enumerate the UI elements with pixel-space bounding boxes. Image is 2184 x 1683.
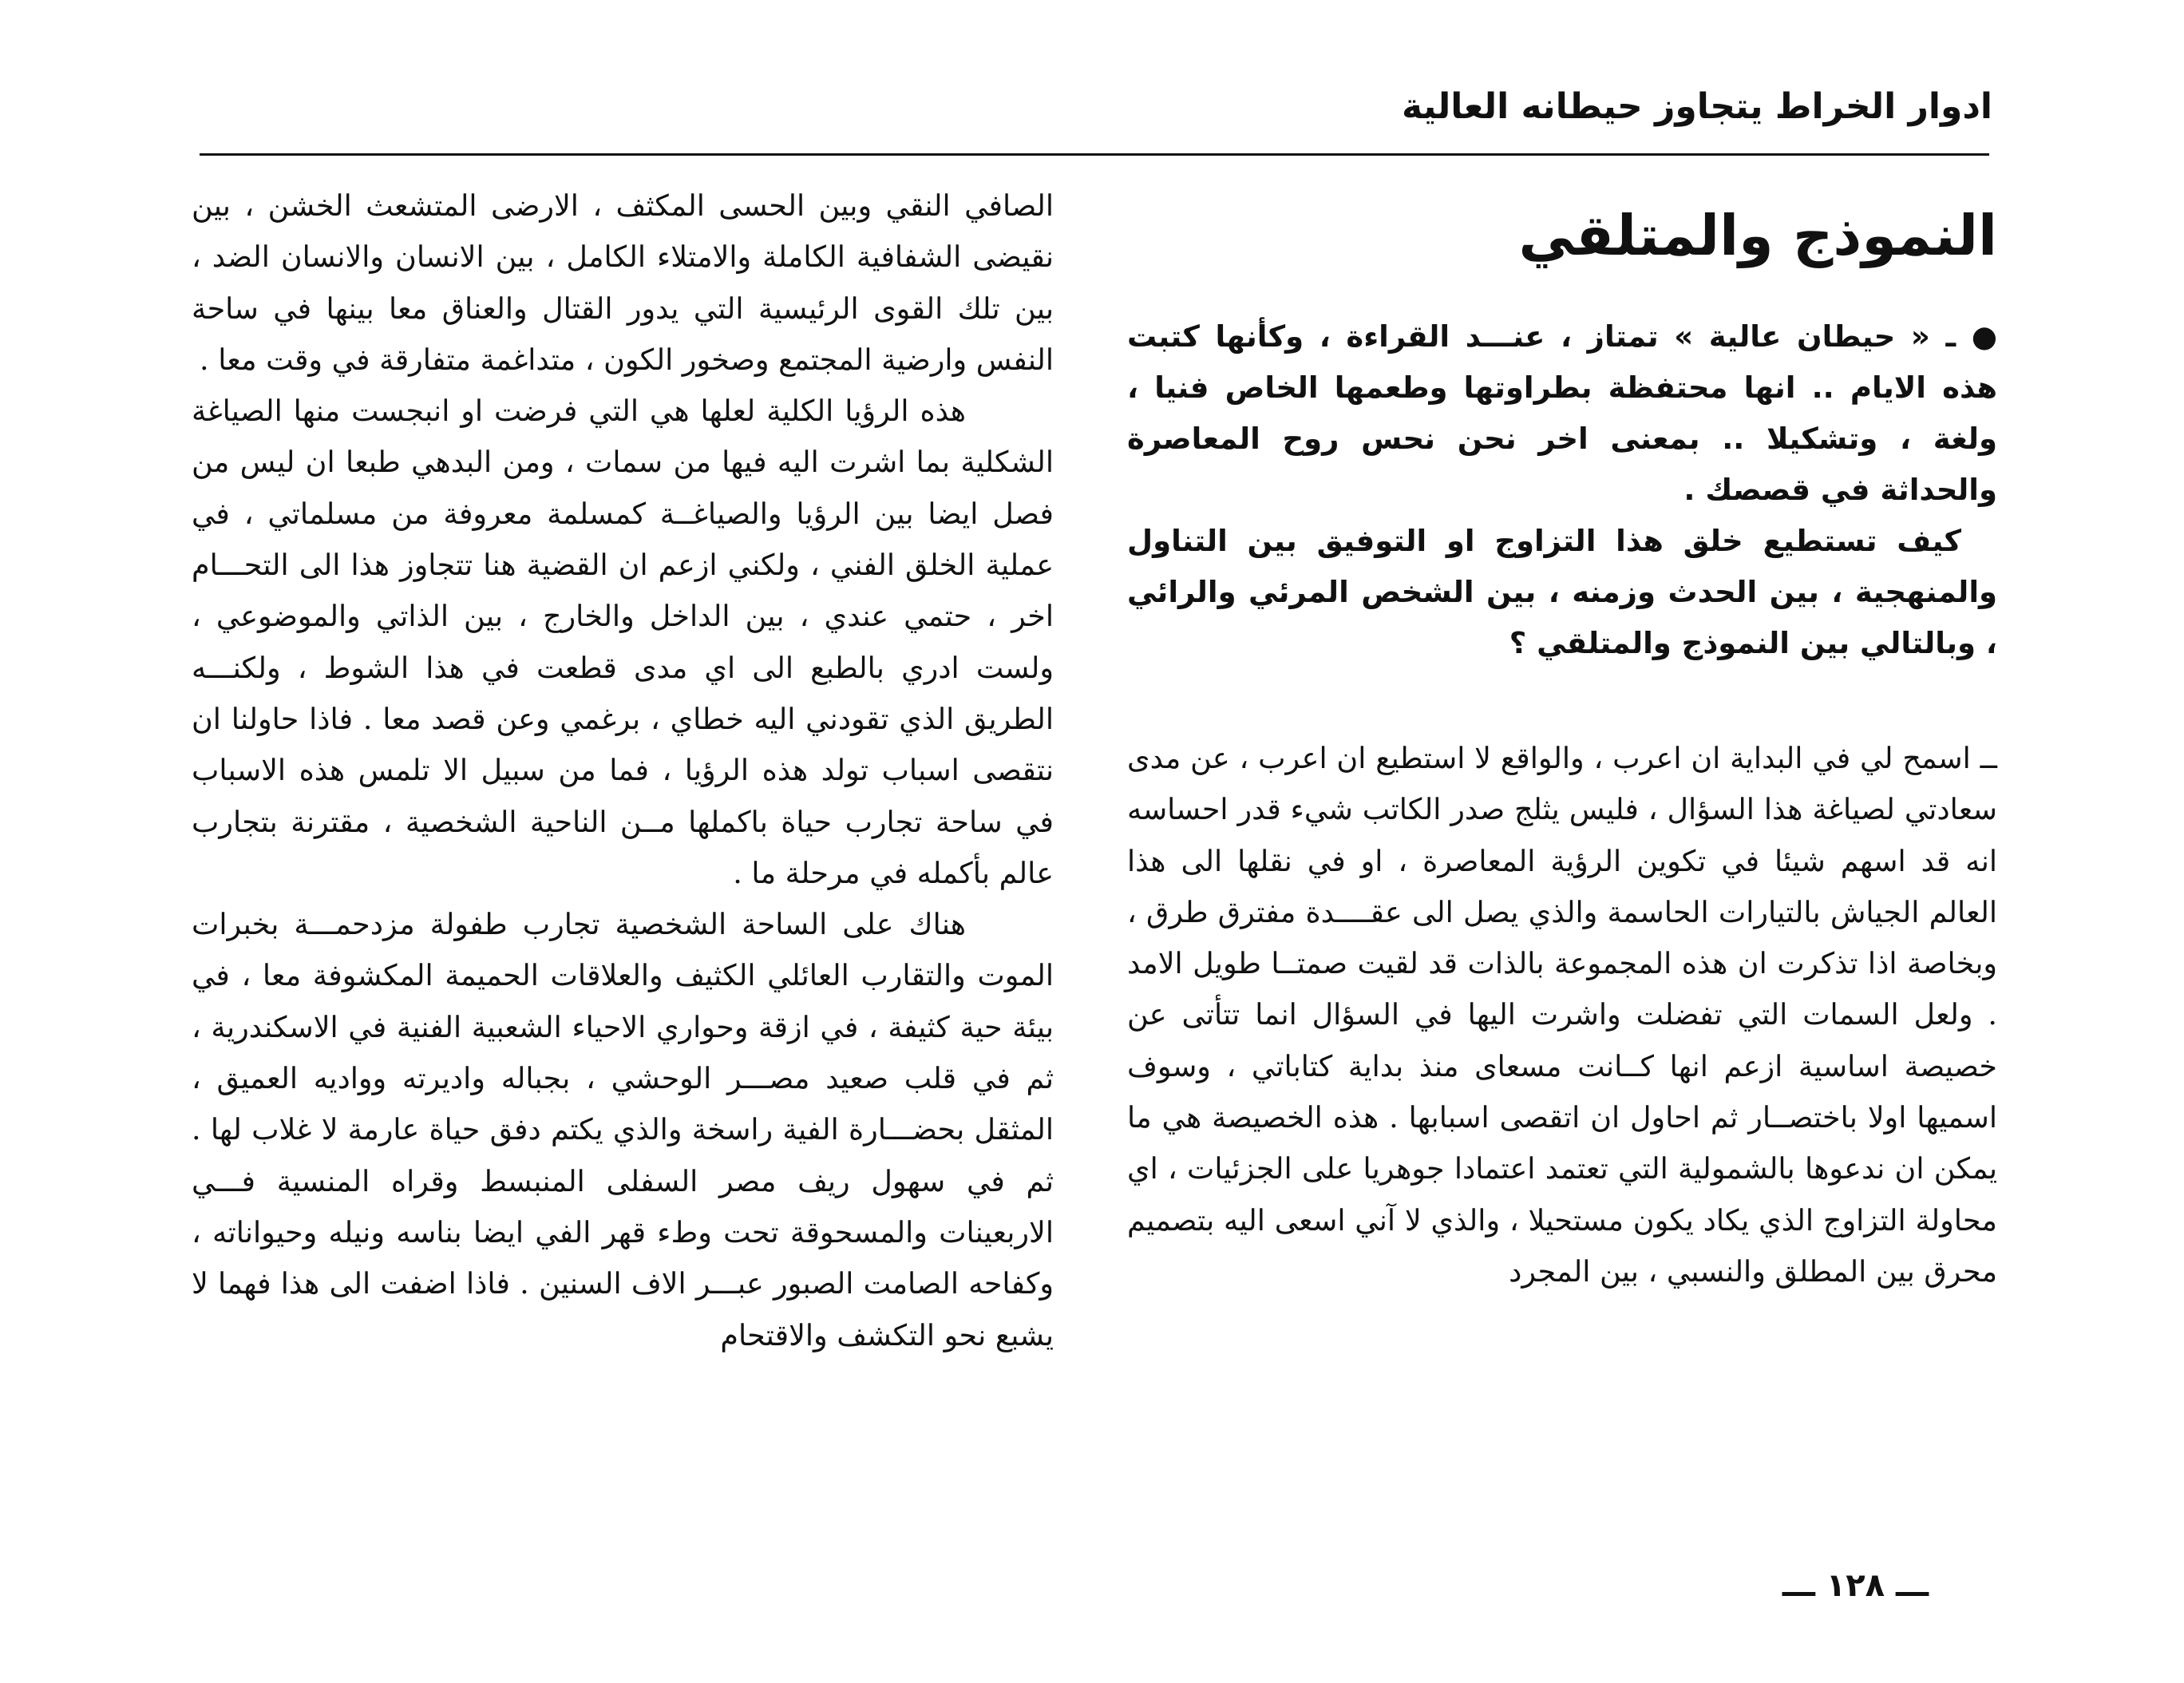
interview-question xyxy=(1127,311,1997,669)
header-rule xyxy=(200,153,1989,156)
question-paragraph: كيف تستطيع خلق هذا التزاوج او التوفيق بين التناول والمنهجية ، بين الحدث وزمنه ، بين الشخص المرئي والرائي ، وبالتالي بين النموذج والمتلقي ؟ xyxy=(1127,524,1997,660)
body-paragraph: هناك على الساحة الشخصية تجارب طفولة مزدحمـــة بخبرات الموت والتقارب العائلي الكثيف والعلاقات الحميمة المكشوفة معا ، في بيئة حية كثيفة ، في ازقة وحواري الاحياء الشعبية الفنية في الاسكندرية ، ثم في قلب صعيد مصـــر الوحشي ، بجباله واديرته وواديه العميق ، المثقل بحضـــارة الفية راسخة والذي يكتم دفق حياة عارمة لا غلاب لها . ثم في سهول ريف مصر السفلى المنبسط وقراه المنسية فـــي الاربعينات والمسحوقة تحت وطء قهر الفي ايضا بناسه ونيله وحيواناته ، وكفاحه الصامت الصبور عبـــر الاف السنين . فاذا اضفت الى هذا فهما لا يشبع نحو التكشف والاقتحام xyxy=(192,907,1054,1352)
answer-paragraph: ــ اسمح لي في البداية ان اعرب ، والواقع لا استطيع ان اعرب ، عن مدى سعادتي لصياغة هذا السؤال ، فليس يثلج صدر الكاتب شيء قدر احساسه انه قد اسهم شيئا في تكوين الرؤية المعاصرة ، او في نقلها الى هذا العالم الجياش بالتيارات الحاسمة والذي يصل الى عقــــدة مفترق طرق ، وبخاصة اذا تذكرت ان هذه المجموعة بالذات قد لقيت صمتــا طويل الامد . ولعل السمات التي تفضلت واشرت اليها في السؤال انما تتأتى عن خصيصة اساسية ازعم انها كــانت مسعاى منذ بداية كتاباتي ، وسوف اسميها اولا باختصــار ثم احاول ان اتقصى اسبابها . هذه الخصيصة هي ما يمكن ان ندعوها بالشمولية التي تعتمد اعتمادا جوهريا على الجزئيات ، اي محاولة التزاوج الذي يكاد يكون مستحيلا ، والذي لا آني اسعى اليه بتصميم محرق بين المطلق والنسبي ، بين المجرد xyxy=(1127,741,1997,1289)
right-column xyxy=(1127,200,1997,1297)
interview-answer xyxy=(1127,733,1997,1297)
body-paragraph: الصافي النقي وبين الحسى المكثف ، الارضى المتشعث الخشن ، بين نقيضى الشفافية الكاملة والامتلاء الكامل ، بين الانسان والانسان الضد ، بين تلك القوى الرئيسية التي يدور القتال والعناق معا بينها في ساحة النفس وارضية المجتمع وصخور الكون ، متداغمة متفارقة في وقت معا . xyxy=(192,188,1054,377)
question-paragraph: ● ـ « حيطان عالية » تمتاز ، عنـــد القراءة ، وكأنها كتبت هذه الايام .. انها محتفظة بطراوتها وطعمها الخاص فنيا ، ولغة ، وتشكيلا .. بمعنى اخر نحن نحس روح المعاصرة والحداثة في قصصك . xyxy=(1127,319,1997,507)
page-number: ـــ ١٢٨ ـــ xyxy=(1782,1567,1929,1604)
section-title: النموذج والمتلقي xyxy=(1518,203,1997,268)
body-paragraph: هذه الرؤيا الكلية لعلها هي التي فرضت او انبجست منها الصياغة الشكلية بما اشرت اليه فيها من سمات ، ومن البدهي طبعا ان ليس من فصل ايضا بين الرؤيا والصياغــة كمسلمة معروفة من مسلماتي ، في عملية الخلق الفني ، ولكني ازعم ان القضية هنا تتجاوز هذا الى التحـــام اخر ، حتمي عندي ، بين الداخل والخارج ، بين الذاتي والموضوعي ، ولست ادري بالطبع الى اي مدى قطعت في هذا الشوط ، ولكنـــه الطريق الذي تقودني اليه خطاي ، برغمي وعن قصد معا . فاذا حاولنا ان نتقصى اسباب تولد هذه الرؤيا ، فما من سبيل الا تلمس هذه الاسباب في ساحة تجارب حياة باكملها مــن الناحية الشخصية ، مقترنة بتجارب عالم بأكمله في مرحلة ما . xyxy=(192,394,1054,890)
left-column xyxy=(192,180,1054,1361)
running-header: ادوار الخراط يتجاوز حيطانه العالية xyxy=(1402,86,1992,127)
